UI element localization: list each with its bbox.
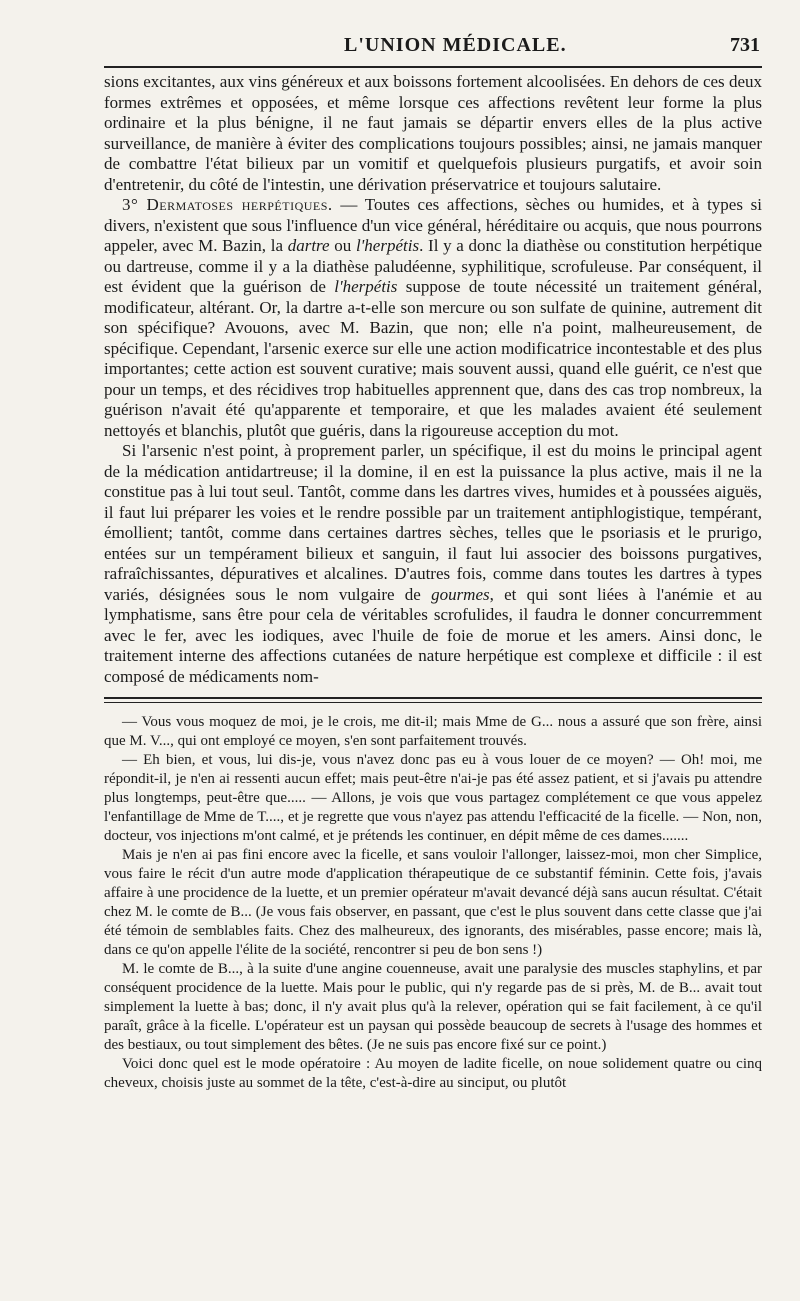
header-rule — [104, 66, 762, 68]
main-text — [104, 72, 762, 687]
footnote-paragraph: Voici donc quel est le mode opératoire : Au moyen de ladite ficelle, on noue solidement quatre ou cinq cheveux, choisis juste au sommet de la tête, c'est-à-dire au sinciput, ou plutôt — [104, 1056, 762, 1091]
section-heading: 3° Dermatoses herpétiques. — [122, 195, 333, 214]
footnotes — [104, 713, 762, 1093]
footnote-paragraph: M. le comte de B..., à la suite d'une angine couenneuse, avait une paralysie des muscles staphylins, et par conséquent procidence de la luette. Mais pour le public, qui n'y regarde pas de si près, M. de B... avait tout simplement la luette à bas; donc, il n'y avait plus qu'à la relever, opération qui se fait facilement, à ce qu'il paraît, grâce à la ficelle. L'opérateur est un paysan qui possède beaucoup de secrets à l'usage des hommes et des bestiaux, ou tout simplement des bêtes. (Je ne suis pas encore fixé sur ce point.) — [104, 961, 762, 1053]
footnote-separator — [104, 697, 762, 703]
footnote-paragraph: — Eh bien, et vous, lui dis-je, vous n'avez donc pas eu à vous louer de ce moyen? — Oh! moi, me répondit-il, je n'en ai ressenti aucun effet; mais peut-être n'ai-je pas été assez patient, et si j'avais pu attendre plus longtemps, peut-être que..... — Allons, je vois que vous partagez complétement ce que vous appelez l'enfantillage de Mme de T...., et je regrette que vous n'ayez pas attendu l'efficacité de la ficelle. — Non, non, docteur, vos injections m'ont calmé, et je prétends les continuer, en dépit même de ces dames....... — [104, 752, 762, 844]
footnote-paragraph: — Vous vous moquez de moi, je le crois, me dit-il; mais Mme de G... nous a assuré que son frère, ainsi que M. V..., qui ont employé ce moyen, s'en sont parfaitement trouvés. — [104, 714, 762, 749]
running-title: L'UNION MÉDICALE. — [344, 34, 567, 56]
footnote-paragraph: Mais je n'en ai pas fini encore avec la ficelle, et sans vouloir l'allonger, laissez-moi, mon cher Simplice, vous faire le récit d'un autre mode d'application thérapeutique de ce substantif féminin. Cette fois, j'avais affaire à une procidence de la luette, et un premier opérateur m'avait devancé déjà sans aucun résultat. C'était chez M. le comte de B... (Je vous fais observer, en passant, que c'est le plus souvent dans cette classe que j'ai été témoin de semblables faits. Chez des malheureux, des ignorants, des misérables, passe encore; mais là, dans ce qu'on appelle l'élite de la société, rencontrer si peu de bon sens !) — [104, 847, 762, 958]
page-header — [104, 30, 762, 62]
paragraph: 3° Dermatoses herpétiques. — Toutes ces affections, sèches ou humides, et à types si divers, n'existent que sous l'influence d'un vice général, héréditaire ou acquis, que nous pourrons appeler, avec M. Bazin, la dartre ou l'herpétis. Il y a donc la diathèse ou constitution herpétique ou dartreuse, comme il y a la diathèse paludéenne, syphilitique, scrofuleuse. Par conséquent, il est évident que la guérison de l'herpétis suppose de toute nécessité un traitement général, modificateur, altérant. Or, la dartre a-t-elle son mercure ou son sulfate de quinine, autrement dit son spécifique? Avouons, avec M. Bazin, que non; elle n'a point, malheureusement, de spécifique. Cependant, l'arsenic exerce sur elle une action modificatrice incontestable et des plus importantes; cette action est souvent curative; mais souvent aussi, quand elle guérit, ce n'est que pour un temps, et des récidives trop habituelles apprennent que, dans des cas trop nombreux, la guérison n'avait été qu'apparente et temporaire, et que les malades avaient été seulement nettoyés et blanchis, plutôt que guéris, dans la rigoureuse acception du mot. — [104, 195, 763, 440]
paragraph: sions excitantes, aux vins généreux et aux boissons fortement alcoolisées. En dehors de ces deux formes extrêmes et opposées, et même lorsque ces affections revêtent leur forme la plus ordinaire et la plus bénigne, il ne faut jamais se départir envers elles de la plus active surveillance, de manière à éviter des complications toujours possibles; ainsi, ne jamais manquer de combattre l'état bilieux par un vomitif et quelquefois plusieurs purgatifs, et avoir soin d'entretenir, du côté de l'intestin, une dérivation préservatrice et toujours salutaire. — [104, 72, 762, 194]
paragraph: Si l'arsenic n'est point, à proprement parler, un spécifique, il est du moins le principal agent de la médication antidartreuse; il la domine, il en est la puissance la plus active, mais il ne la constitue pas à lui tout seul. Tantôt, comme dans les dartres vives, humides et à poussées aiguës, il faut lui préparer les voies et le rendre possible par un traitement antiphlogistique, tempérant, émollient; tantôt, comme dans certaines dartres sèches, telles que le psoriasis et le prurigo, entées sur un tempérament bilieux et sanguin, il faut lui associer des boissons purgatives, rafraîchissantes, dépuratives et alcalines. D'autres fois, comme dans toutes les dartres à types variés, désignées sous le nom vulgaire de gourmes, et qui sont liées à l'anémie et au lymphatisme, sans être pour cela de véritables scrofulides, il faudra le donner concurremment avec le fer, avec les iodiques, avec l'huile de foie de morue et les amers. Ainsi donc, le traitement interne des affections cutanées de nature herpétique est complexe et difficile : il est composé de médicaments nom- — [104, 441, 762, 686]
page-number: 731 — [730, 34, 760, 56]
